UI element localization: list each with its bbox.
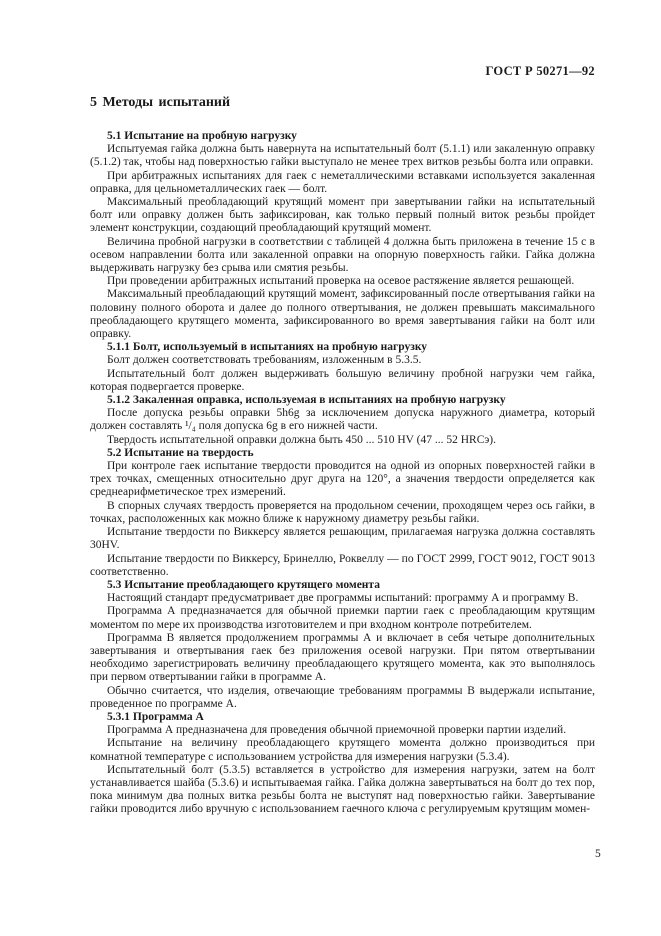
section-title: 5 Методы испытаний: [90, 95, 231, 110]
paragraph: Обычно считается, что изделия, отвечающие требованиям программы В выдержали испытание, проведенное по программе А.: [90, 684, 595, 710]
paragraph: Испытуемая гайка должна быть навернута на испытательный болт (5.1.1) или закаленную оправку (5.1.2) так, чтобы над поверхностью гайки выступало не менее трех витков резьбы болта или оправки.: [90, 143, 595, 169]
subsection-heading: 5.3 Испытание преобладающего крутящего момента: [107, 578, 380, 591]
subsection-heading: 5.3.1 Программа А: [107, 710, 204, 723]
paragraph: Настоящий стандарт предусматривает две программы испытаний: программу А и программу В.: [107, 592, 579, 605]
paragraph: Максимальный преобладающий крутящий момент, зафиксированный после отвертывания гайки на половину полного оборота и далее до полного отвертывания, не должен превышать максимального преобладающего крутящего момента, зафиксированного во время завертывания гайки на болт или оправку.: [90, 288, 595, 341]
subsection-heading: 5.1.1 Болт, используемый в испытаниях на пробную нагрузку: [107, 341, 428, 354]
standard-number-header: ГОСТ Р 50271—92: [485, 64, 595, 78]
paragraph: Программа А предназначена для проведения обычной приемочной проверки партии изделий.: [107, 724, 567, 737]
subsection-heading: 5.1.2 Закаленная оправка, используемая в испытаниях на пробную нагрузку: [107, 394, 506, 407]
paragraph: При арбитражных испытаниях для гаек с неметаллическими вставками используется закаленная оправка, для цельнометаллических гаек — болт.: [90, 169, 595, 195]
paragraph: Программа В является продолжением программы А и включает в себя четыре дополнительных завертывания и отвертывания гаек без приложения осевой нагрузки. При пятом отвертывании необходимо зарегистрировать величину преобладающего крутящего момента, как это выполнялось при первом отвертывании гайки в программе А.: [90, 631, 595, 684]
document-body: [90, 130, 595, 817]
subsection-heading: 5.1 Испытание на пробную нагрузку: [107, 130, 297, 142]
paragraph: После допуска резьбы оправки 5h6g за исключением допуска наружного диаметра, который должен составлять ¹/₄ поля допуска 6g в его нижней части.: [90, 407, 595, 433]
paragraph: Испытательный болт должен выдерживать большую величину пробной нагрузки чем гайка, которая подвергается проверке.: [90, 367, 595, 393]
paragraph: Испытание твердости по Виккерсу, Бринеллю, Роквеллу — по ГОСТ 2999, ГОСТ 9012, ГОСТ 9013 соответственно.: [90, 552, 595, 578]
page-content: [90, 95, 595, 817]
subsection-heading: 5.2 Испытание на твердость: [107, 446, 254, 459]
paragraph: Испытательный болт (5.3.5) вставляется в устройство для измерения нагрузки, затем на болт устанавливается шайба (5.3.6) и испытываемая гайка. Гайка должна завертываться на болт до тех пор, пока минимум два полных витка резьбы болта не выступят над поверхностью гайки. Завертывание гайки проводится либо вручную с использованием гаечного ключа с регулируемым крутящим момен-: [90, 763, 595, 816]
paragraph: Болт должен соответствовать требованиям, изложенным в 5.3.5.: [107, 354, 422, 367]
paragraph: При контроле гаек испытание твердости проводится на одной из опорных поверхностей гайки в трех точках, смещенных относительно друг друга на 120°, а значения твердости определяется как среднеарифметическое трех измерений.: [90, 460, 595, 499]
paragraph: При проведении арбитражных испытаний проверка на осевое растяжение является решающей.: [107, 275, 575, 288]
paragraph: Программа А предназначается для обычной приемки партии гаек с преобладающим крутящим моментом по мере их производства изготовителем и при входном контроле потребителем.: [90, 605, 595, 631]
paragraph: Величина пробной нагрузки в соответствии с таблицей 4 должна быть приложена в течение 15 с в осевом направлении болта или закаленной оправки на опорную поверхность гайки. Гайка должна выдерживать нагрузку без срыва или смятия резьбы.: [90, 235, 595, 275]
paragraph: Испытание на величину преобладающего крутящего момента должно производиться при комнатной температуре с использованием устройства для измерения нагрузки (5.3.4).: [90, 737, 595, 763]
paragraph: В спорных случаях твердость проверяется на продольном сечении, проходящем через ось гайки, в точках, расположенных как можно ближе к наружному диаметру резьбы гайки.: [90, 499, 595, 525]
page-number: 5: [595, 848, 601, 860]
paragraph: Твердость испытательной оправки должна быть 450 ... 510 HV (47 ... 52 HRCэ).: [107, 433, 497, 446]
paragraph: Испытание твердости по Виккерсу является решающим, прилагаемая нагрузка должна составлять 30HV.: [90, 526, 595, 552]
paragraph: Максимальный преобладающий крутящий момент при завертывании гайки на испытательный болт или оправку должен быть зафиксирован, как только первый полный виток резьбы пройдет элемент конструкции, создающий преобладающий крутящий момент.: [90, 196, 595, 235]
